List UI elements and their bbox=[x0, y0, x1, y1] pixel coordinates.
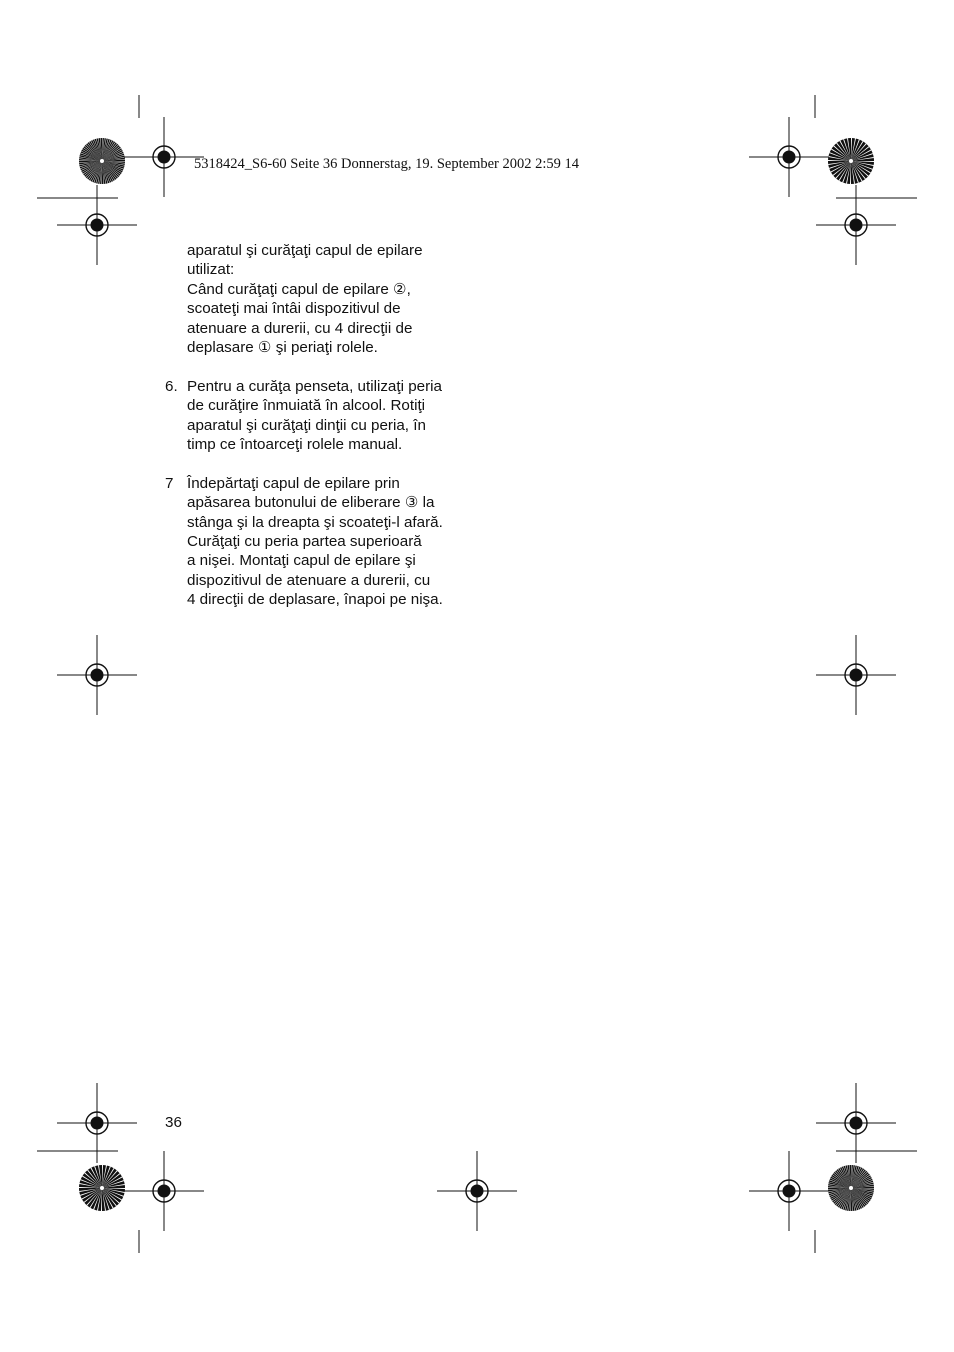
instruction-step-6 bbox=[165, 377, 485, 455]
step-line: de curăţire înmuiată în alcool. Rotiţi bbox=[187, 397, 426, 415]
step-line: stânga şi la dreapta şi scoateţi-l afară. bbox=[187, 513, 443, 531]
step-number: 6. bbox=[165, 377, 178, 395]
step-text bbox=[187, 377, 485, 455]
starburst-center bbox=[849, 1186, 853, 1190]
step-line: timp ce întoarceţi rolele manual. bbox=[187, 436, 403, 454]
step-number: 7 bbox=[165, 474, 174, 492]
instruction-step-7 bbox=[165, 474, 485, 610]
step-line: 4 direcţii de deplasare, înapoi pe nişa. bbox=[187, 591, 443, 609]
step-line: Curăţaţi cu peria partea superioară bbox=[187, 533, 422, 551]
step-line: Îndepărtaţi capul de epilare prin bbox=[187, 474, 400, 492]
starburst-center bbox=[100, 159, 104, 163]
print-header: 5318424_S6-60 Seite 36 Donnerstag, 19. September 2002 2:59 14 bbox=[194, 156, 580, 172]
step-line: apăsarea butonului de eliberare ③ la bbox=[187, 494, 435, 512]
page-number: 36 bbox=[165, 1114, 182, 1131]
intro-line: deplasare ① şi periaţi rolele. bbox=[187, 339, 378, 357]
step-text bbox=[187, 474, 485, 610]
step-line: Pentru a curăţa penseta, utilizaţi peria bbox=[187, 377, 442, 395]
starburst-center bbox=[100, 1186, 104, 1190]
instruction-content bbox=[165, 241, 485, 610]
step-line: a nişei. Montaţi capul de epilare şi bbox=[187, 552, 416, 570]
intro-line: utilizat: bbox=[187, 261, 235, 279]
starburst-center bbox=[849, 159, 853, 163]
intro-line: scoateţi mai întâi dispozitivul de bbox=[187, 300, 401, 318]
step-line: aparatul şi curăţaţi dinţii cu peria, în bbox=[187, 416, 426, 434]
step-line: dispozitivul de atenuare a durerii, cu bbox=[187, 571, 431, 589]
intro-line: Când curăţaţi capul de epilare ②, bbox=[187, 280, 411, 298]
intro-line: aparatul şi curăţaţi capul de epilare bbox=[187, 242, 423, 259]
intro-line: atenuare a durerii, cu 4 direcţii de bbox=[187, 319, 413, 337]
intro-paragraph bbox=[187, 241, 485, 357]
